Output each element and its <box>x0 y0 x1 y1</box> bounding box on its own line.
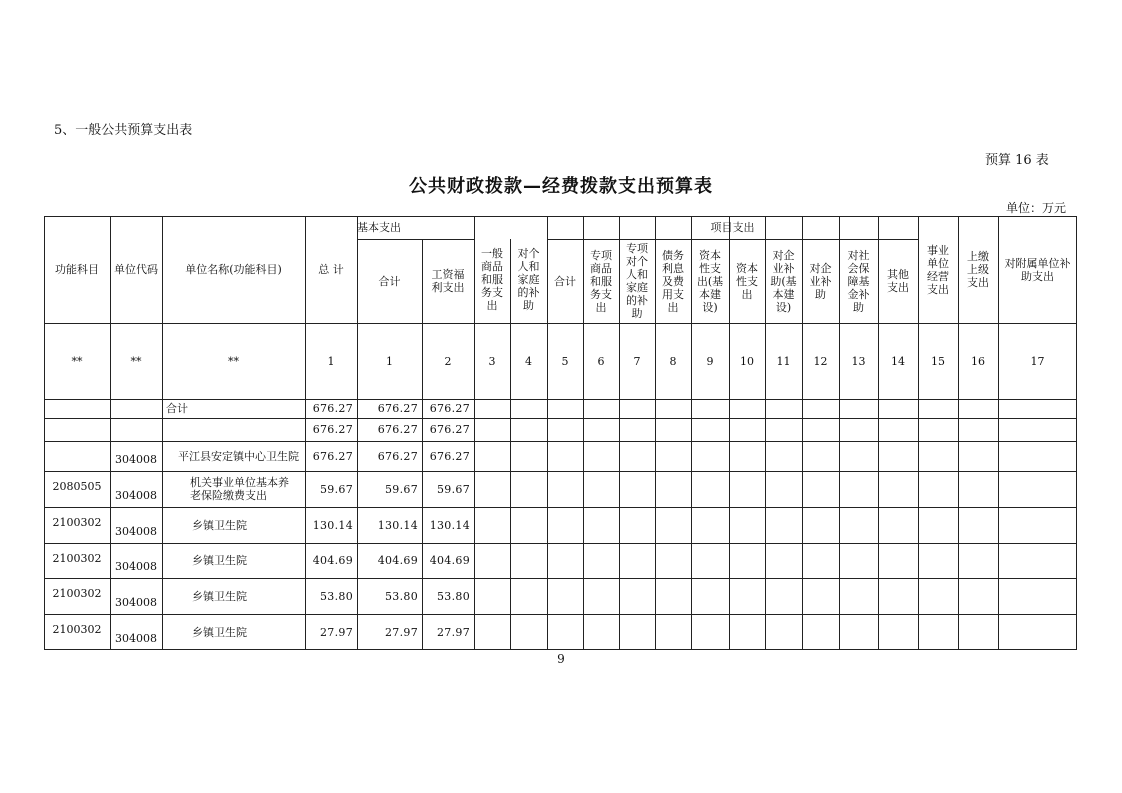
row-unit-name-text: 乡镇卫生院 <box>192 589 247 603</box>
row-basic-sum <box>357 614 422 650</box>
row-total-text: 59.67 <box>320 482 353 496</box>
index-cell <box>691 323 729 399</box>
row-unit-code <box>110 418 162 441</box>
row-unit-code-text: 304008 <box>115 560 157 573</box>
index-cell <box>958 323 998 399</box>
index-cell <box>510 323 547 399</box>
row-unit-code <box>110 614 162 650</box>
header-wage-text: 工资福利支出 <box>431 268 465 294</box>
row-func-code <box>44 507 110 543</box>
header-func-subject <box>44 216 110 323</box>
header-affiliated-text: 对附属单位补助支出 <box>1004 256 1071 283</box>
page-title: 公共财政拨款—经费拨款支出预算表 <box>409 176 713 197</box>
row-unit-name-text: 合计 <box>166 402 188 415</box>
row-basic-sum-text: 59.67 <box>385 482 418 496</box>
header-capital <box>734 239 760 323</box>
row-total <box>305 418 357 441</box>
table-gridline <box>474 216 475 650</box>
index-cell-text: 4 <box>525 354 532 368</box>
row-unit-name <box>162 543 305 578</box>
index-cell <box>162 323 305 399</box>
index-cell-text: ** <box>71 354 83 368</box>
header-proj-goods-text: 专项商品和服务支出 <box>590 248 612 314</box>
row-total <box>305 614 357 650</box>
row-basic-sum <box>357 543 422 578</box>
header-capital-text: 资本性支出 <box>736 261 758 301</box>
index-cell <box>729 323 765 399</box>
row-wage-text: 676.27 <box>429 423 470 436</box>
table-gridline <box>619 216 620 650</box>
row-unit-code-text: 304008 <box>115 596 157 609</box>
row-total <box>305 543 357 578</box>
header-proj-sum <box>547 239 583 323</box>
index-cell <box>655 323 691 399</box>
row-func-code <box>44 418 110 441</box>
row-total <box>305 441 357 471</box>
row-unit-code <box>110 543 162 578</box>
row-total-text: 404.69 <box>312 554 353 567</box>
row-unit-code <box>110 471 162 507</box>
row-total-text: 53.80 <box>320 589 353 603</box>
row-basic-sum <box>357 418 422 441</box>
row-basic-sum-text: 404.69 <box>377 554 418 567</box>
row-unit-name-text: 平江县安定镇中心卫生院 <box>178 449 299 463</box>
header-capital-base-text: 资本性支出(基本建设) <box>696 248 724 314</box>
header-project-group <box>547 216 918 239</box>
header-debt-interest-text: 债务利息及费用支出 <box>662 248 684 314</box>
header-basic-group <box>357 216 474 239</box>
row-unit-name <box>162 471 305 507</box>
header-basic-group-text: 基本支出 <box>357 221 401 234</box>
row-func-code-text: 2100302 <box>52 552 102 565</box>
index-cell-text: 17 <box>1030 354 1045 368</box>
header-capital-base <box>696 239 724 323</box>
header-proj-sum-text: 合计 <box>554 274 576 288</box>
table-number: 预算 16 表 <box>985 153 1049 168</box>
header-social-security-text: 对社会保障基金补助 <box>847 248 870 314</box>
row-unit-code-text: 304008 <box>115 489 157 502</box>
row-basic-sum <box>357 507 422 543</box>
header-proj-goods <box>589 239 613 323</box>
row-unit-name-text: 乡镇卫生院 <box>192 554 247 567</box>
header-basic-sum-text: 合计 <box>378 274 401 288</box>
row-total-text: 676.27 <box>312 423 353 436</box>
header-goods-services <box>479 236 505 323</box>
row-func-code <box>44 614 110 650</box>
row-wage-text: 404.69 <box>429 554 470 567</box>
header-unit-code-text: 单位代码 <box>114 263 158 276</box>
row-basic-sum <box>357 471 422 507</box>
index-cell <box>547 323 583 399</box>
table-gridline <box>958 216 959 650</box>
header-personal-subsidy-text: 对个人和家庭的补助 <box>517 247 540 312</box>
table-gridline <box>729 216 730 650</box>
row-unit-name <box>162 418 305 441</box>
row-total-text: 676.27 <box>312 402 353 415</box>
index-cell <box>839 323 878 399</box>
row-func-code <box>44 578 110 614</box>
row-basic-sum-text: 27.97 <box>385 625 418 639</box>
row-total-text: 27.97 <box>320 625 353 639</box>
row-wage-text: 676.27 <box>429 449 470 463</box>
header-higher-level-text: 上缴上级支出 <box>967 250 989 289</box>
index-cell <box>998 323 1077 399</box>
index-cell <box>305 323 357 399</box>
index-cell-text: 1 <box>327 354 335 368</box>
table-gridline <box>878 216 879 650</box>
header-func-subject-text: 功能科目 <box>55 263 99 276</box>
row-basic-sum-text: 130.14 <box>377 518 418 532</box>
row-basic-sum-text: 53.80 <box>385 589 418 603</box>
row-unit-name <box>162 578 305 614</box>
row-unit-code <box>110 507 162 543</box>
index-cell-text: 2 <box>444 354 452 368</box>
index-cell <box>110 323 162 399</box>
row-basic-sum-text: 676.27 <box>377 402 418 415</box>
index-cell <box>918 323 958 399</box>
header-affiliated <box>1002 216 1073 323</box>
row-basic-sum <box>357 441 422 471</box>
row-wage <box>422 507 474 543</box>
header-wage <box>428 239 468 323</box>
row-basic-sum <box>357 399 422 418</box>
table-gridline <box>691 216 692 650</box>
header-total <box>305 216 357 323</box>
section-title: 5、一般公共预算支出表 <box>54 123 193 138</box>
index-cell-text: 1 <box>386 354 393 368</box>
header-total-text: 总 计 <box>318 263 344 276</box>
index-cell <box>583 323 619 399</box>
header-unit-code <box>110 216 162 323</box>
row-unit-name-text: 乡镇卫生院 <box>192 518 247 532</box>
row-wage <box>422 614 474 650</box>
row-total <box>305 399 357 418</box>
row-func-code-text: 2100302 <box>52 516 102 529</box>
header-enterprise-base <box>770 239 797 323</box>
table-gridline <box>918 216 919 650</box>
unit-label: 单位：万元 <box>1006 201 1067 215</box>
table-gridline <box>998 216 999 650</box>
row-wage <box>422 543 474 578</box>
index-cell-text: 3 <box>488 354 496 368</box>
row-unit-code-text: 304008 <box>115 632 157 645</box>
index-cell <box>474 323 510 399</box>
row-total <box>305 578 357 614</box>
row-wage <box>422 418 474 441</box>
row-unit-code-text: 304008 <box>115 525 157 538</box>
header-enterprise-base-text: 对企业补助(基本建设) <box>770 248 797 314</box>
index-cell-text: 7 <box>633 354 641 368</box>
index-cell <box>44 323 110 399</box>
index-cell-text: 13 <box>851 354 866 368</box>
index-cell-text: 11 <box>776 354 791 368</box>
header-enterprise-text: 对企业补助 <box>809 261 832 301</box>
index-cell-text: 12 <box>813 354 828 368</box>
header-personal-subsidy <box>515 236 542 323</box>
index-cell-text: 14 <box>891 354 905 368</box>
row-basic-sum <box>357 578 422 614</box>
row-wage-text: 59.67 <box>437 482 470 496</box>
row-func-code <box>44 441 110 471</box>
row-func-code-text: 2100302 <box>52 587 102 600</box>
row-total <box>305 471 357 507</box>
table-gridline <box>655 216 656 650</box>
header-goods-services-text: 一般商品和服务支出 <box>481 247 503 312</box>
index-cell-text: ** <box>228 354 239 368</box>
row-unit-code-text: 304008 <box>115 453 157 466</box>
header-higher-level <box>964 216 992 323</box>
row-unit-code <box>110 399 162 418</box>
index-cell-text: 15 <box>931 354 945 368</box>
header-debt-interest <box>660 239 686 323</box>
row-unit-name-text: 机关事业单位基本养老保险缴费支出 <box>190 476 289 502</box>
index-cell-text: 9 <box>706 354 714 368</box>
header-enterprise <box>808 239 833 323</box>
row-basic-sum-text: 676.27 <box>377 449 418 463</box>
index-cell <box>619 323 655 399</box>
header-project-group-text: 项目支出 <box>710 221 755 234</box>
row-wage <box>422 471 474 507</box>
row-func-code <box>44 543 110 578</box>
row-unit-name-text: 乡镇卫生院 <box>192 625 247 639</box>
index-cell <box>357 323 422 399</box>
table-gridline <box>583 216 584 650</box>
index-cell-text: ** <box>130 354 142 368</box>
index-cell <box>422 323 474 399</box>
row-wage-text: 27.97 <box>437 625 470 639</box>
index-cell-text: 5 <box>561 354 569 368</box>
row-unit-name <box>162 441 305 471</box>
page-number: 9 <box>557 652 565 666</box>
row-unit-code <box>110 578 162 614</box>
row-unit-name <box>162 399 305 418</box>
header-unit-name <box>162 216 305 323</box>
header-other <box>884 239 912 323</box>
row-unit-name <box>162 507 305 543</box>
header-other-text: 其他支出 <box>887 268 909 294</box>
row-total-text: 676.27 <box>312 449 353 463</box>
row-func-code-text: 2080505 <box>52 480 102 493</box>
table-gridline <box>802 216 803 650</box>
row-func-code <box>44 399 110 418</box>
row-wage-text: 53.80 <box>437 589 470 603</box>
index-cell-text: 10 <box>740 354 754 368</box>
index-cell <box>802 323 839 399</box>
table-gridline <box>839 216 840 650</box>
table-gridline <box>510 239 511 650</box>
index-cell-text: 16 <box>971 354 985 368</box>
index-cell <box>765 323 802 399</box>
header-business-ops-text: 事业单位经营支出 <box>927 243 949 296</box>
table-gridline <box>765 216 766 650</box>
header-social-security <box>845 239 872 323</box>
index-cell-text: 8 <box>669 354 677 368</box>
row-unit-code <box>110 441 162 471</box>
row-total-text: 130.14 <box>312 518 353 532</box>
row-basic-sum-text: 676.27 <box>377 423 418 436</box>
row-wage-text: 130.14 <box>429 518 470 532</box>
row-wage <box>422 578 474 614</box>
row-func-code-text: 2100302 <box>52 623 102 636</box>
row-total <box>305 507 357 543</box>
header-proj-personal-text: 专项对个人和家庭的补助 <box>626 242 648 320</box>
row-wage-text: 676.27 <box>429 402 470 415</box>
header-proj-personal <box>624 239 650 323</box>
row-func-code <box>44 471 110 507</box>
index-cell-text: 6 <box>597 354 605 368</box>
header-business-ops <box>924 216 952 323</box>
row-wage <box>422 399 474 418</box>
header-basic-sum <box>357 239 422 323</box>
header-unit-name-text: 单位名称(功能科目) <box>185 263 282 276</box>
row-wage <box>422 441 474 471</box>
row-unit-name <box>162 614 305 650</box>
index-cell <box>878 323 918 399</box>
